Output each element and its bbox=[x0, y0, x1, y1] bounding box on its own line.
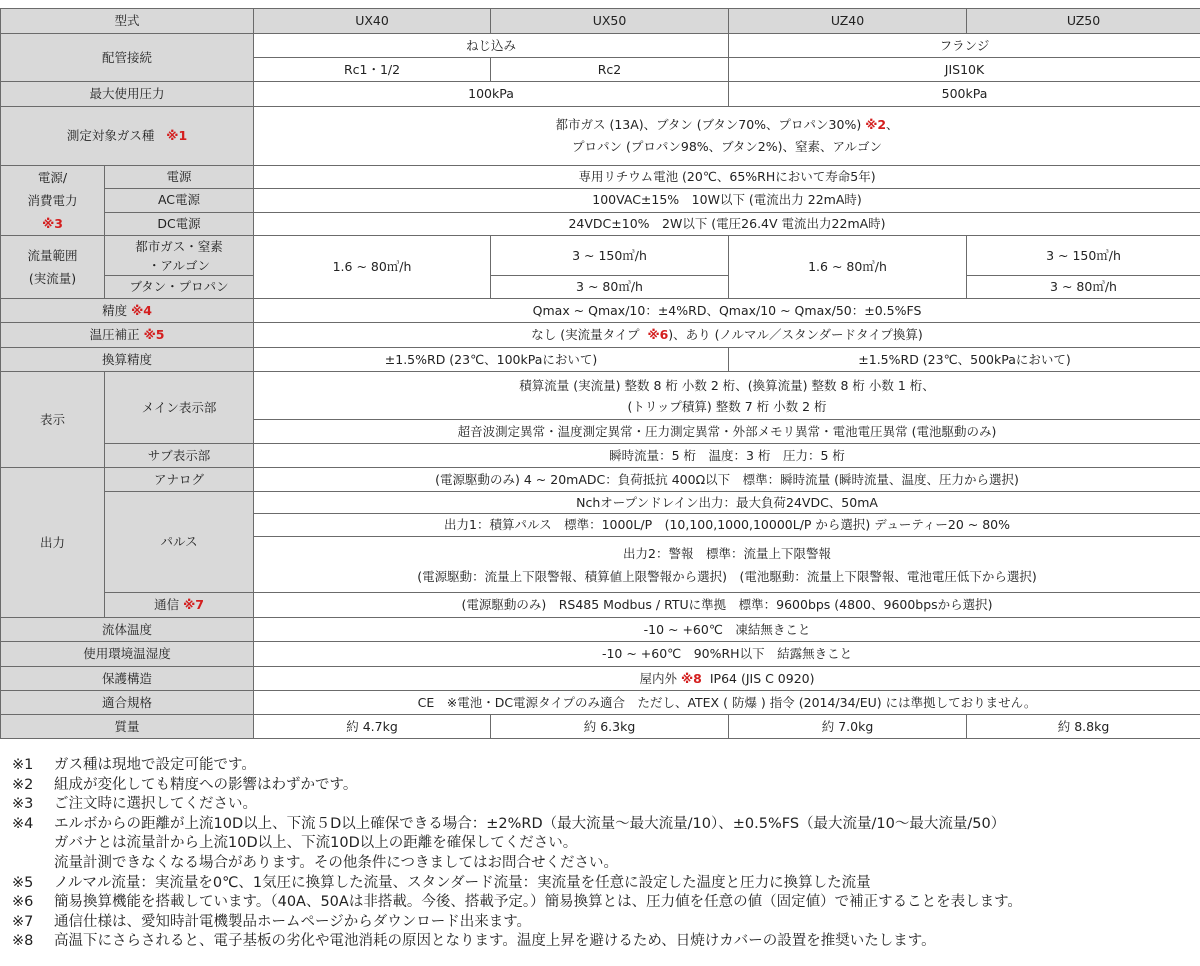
max-pressure-ux: 100kPa bbox=[254, 82, 729, 107]
output-analog-row bbox=[1, 468, 1200, 492]
output-comm-value: (電源駆動のみ) RS485 Modbus / RTUに準拠 標準：9600bps (4800、9600bpsから選択) bbox=[254, 593, 1200, 618]
flow-uz40: 1.6 ~ 80㎥/h bbox=[729, 236, 967, 299]
gas-label: 測定対象ガス種 ※1 bbox=[1, 107, 254, 166]
footnote-text: ご注文時に選択してください。 bbox=[54, 796, 257, 813]
footnote-text: ノルマル流量：実流量を0℃、1気圧に換算した流量、スタンダード流量：実流量を任意に設定した温度と圧力に換算した流量 bbox=[54, 874, 871, 891]
fluid-temp-row bbox=[1, 618, 1200, 642]
model-uz50: UZ50 bbox=[967, 9, 1200, 34]
footnote-mark: ※6 bbox=[12, 894, 34, 911]
flow-uz50-city: 3 ~ 150㎥/h bbox=[967, 236, 1200, 276]
temp-comp-label: 温圧補正 ※5 bbox=[1, 323, 254, 348]
gas-note-mark: ※1 bbox=[166, 128, 188, 143]
footnote-2 bbox=[12, 776, 1022, 796]
gas-butane-note-mark: ※2 bbox=[865, 117, 887, 132]
flow-uz50-butane: 3 ~ 80㎥/h bbox=[967, 276, 1200, 299]
output-analog-value: (電源駆動のみ) 4 ~ 20mADC：負荷抵抗 400Ω以下 標準：瞬時流量 (瞬時流量、温度、圧力から選択) bbox=[254, 468, 1200, 492]
env-label: 使用環境温湿度 bbox=[1, 642, 254, 667]
power-dc-row bbox=[1, 212, 1200, 235]
flow-butane-label: ブタン・プロパン bbox=[105, 276, 254, 299]
mass-ux50: 約 6.3kg bbox=[491, 715, 729, 739]
power-battery-row bbox=[1, 166, 1200, 189]
footnote-text: 高温下にさらされると、電子基板の劣化や電池消耗の原因となります。温度上昇を避けるため、日焼けカバーの設置を推奨いたします。 bbox=[54, 933, 936, 950]
display-sub-value: 瞬時流量：5 桁 温度：3 桁 圧力：5 桁 bbox=[254, 444, 1200, 468]
mass-row bbox=[1, 715, 1200, 739]
model-ux50: UX50 bbox=[491, 9, 729, 34]
gas-value: 都市ガス (13A)、ブタン (ブタン70%、プロパン30%) ※2、 プロパン (プロパン98%、ブタン2%)、窒素、アルゴン bbox=[254, 107, 1200, 166]
output-pulse-label: パルス bbox=[105, 492, 254, 593]
power-note-mark: ※3 bbox=[42, 216, 63, 231]
standards-row bbox=[1, 691, 1200, 715]
power-battery-label: 電源 bbox=[105, 166, 254, 189]
footnote-text: ガス種は現地で設定可能です。 bbox=[54, 757, 256, 773]
flow-city-label: 都市ガス・窒素 ・アルゴン bbox=[105, 236, 254, 276]
display-main-value: 積算流量 (実流量) 整数 8 桁 小数 2 桁、(換算流量) 整数 8 桁 小数 1 桁、 (トリップ積算) 整数 7 桁 小数 2 桁 bbox=[254, 372, 1200, 420]
footnote-text: 流量計測できなくなる場合があります。その他条件につきましてはお問合せください。 bbox=[54, 854, 619, 871]
spec-table bbox=[0, 8, 1200, 739]
flow-ux50-city: 3 ~ 150㎥/h bbox=[491, 236, 729, 276]
piping-type-screw: ねじ込み bbox=[254, 34, 729, 58]
footnote-text: ガバナとは流量計から上流10D以上、下流10D以上の距離を確保してください。 bbox=[54, 835, 578, 852]
max-pressure-uz: 500kPa bbox=[729, 82, 1200, 107]
env-row bbox=[1, 642, 1200, 667]
power-dc-label: DC電源 bbox=[105, 212, 254, 235]
footnote-text: 簡易換算機能を搭載しています。（40A、50Aは非搭載。今後、搭載予定。）簡易換算とは、圧力値を任意の値（固定値）で補正することを表します。 bbox=[54, 894, 1022, 911]
conv-accuracy-label: 換算精度 bbox=[1, 348, 254, 372]
temp-comp-value-note-mark: ※6 bbox=[647, 327, 669, 342]
footnote-7 bbox=[12, 913, 1022, 933]
comm-note-mark: ※7 bbox=[183, 597, 204, 612]
piping-type-flange: フランジ bbox=[729, 34, 1200, 58]
protection-note-mark: ※8 bbox=[681, 670, 702, 686]
footnote-mark: ※5 bbox=[12, 874, 34, 891]
output-analog-label: アナログ bbox=[105, 468, 254, 492]
temp-comp-note-mark: ※5 bbox=[143, 327, 165, 342]
footnote-mark: ※1 bbox=[12, 757, 34, 773]
piping-type-row bbox=[1, 34, 1200, 58]
display-label: 表示 bbox=[1, 372, 105, 468]
power-ac-row bbox=[1, 189, 1200, 212]
footnotes bbox=[12, 756, 1022, 952]
mass-label: 質量 bbox=[1, 715, 254, 739]
output-pulse-alarm-value: 出力2：警報 標準：流量上下限警報 (電源駆動：流量上下限警報、積算値上限警報から選択) (電池駆動：流量上下限警報、電池電圧低下から選択) bbox=[254, 537, 1200, 593]
mass-ux40: 約 4.7kg bbox=[254, 715, 491, 739]
model-uz40: UZ40 bbox=[729, 9, 967, 34]
power-ac-label: AC電源 bbox=[105, 189, 254, 212]
footnote-mark: ※3 bbox=[12, 796, 34, 813]
accuracy-row bbox=[1, 299, 1200, 323]
display-main-error-value: 超音波測定異常・温度測定異常・圧力測定異常・外部メモリ異常・電池電圧異常 (電池駆動のみ) bbox=[254, 420, 1200, 444]
piping-size-ux40: Rc1・1/2 bbox=[254, 58, 491, 82]
accuracy-value: Qmax ~ Qmax/10：±4%RD、Qmax/10 ~ Qmax/50：±0.5%FS bbox=[254, 299, 1200, 323]
footnote-5 bbox=[12, 874, 1022, 894]
flow-label: 流量範囲 (実流量) bbox=[1, 236, 105, 299]
protection-row bbox=[1, 667, 1200, 691]
power-label: 電源/ 消費電力 ※3 bbox=[1, 166, 105, 236]
display-sub-label: サブ表示部 bbox=[105, 444, 254, 468]
output-pulse-line-2: 出力1：積算パルス 標準：1000L/P (10,100,1000,10000L/P から選択) デューティー20 ~ 80% bbox=[254, 514, 1200, 537]
piping-label: 配管接続 bbox=[1, 34, 254, 82]
footnote-6 bbox=[12, 893, 1022, 913]
piping-size-uz: JIS10K bbox=[729, 58, 1200, 82]
conv-accuracy-uz: ±1.5%RD (23℃、500kPaにおいて) bbox=[729, 348, 1200, 372]
footnote-mark: ※8 bbox=[12, 933, 34, 950]
output-label: 出力 bbox=[1, 468, 105, 618]
env-value: -10 ~ +60℃ 90%RH以下 結露無きこと bbox=[254, 642, 1200, 667]
flow-butane-row bbox=[1, 276, 1200, 299]
protection-value: 屋内外 ※8 IP64 (JIS C 0920) bbox=[254, 667, 1200, 691]
model-label: 型式 bbox=[1, 9, 254, 34]
accuracy-label: 精度 ※4 bbox=[1, 299, 254, 323]
output-pulse-row-1 bbox=[1, 492, 1200, 514]
max-pressure-label: 最大使用圧力 bbox=[1, 82, 254, 107]
power-dc-value: 24VDC±10% 2W以下 (電圧26.4V 電流出力22mA時) bbox=[254, 212, 1200, 235]
display-main-label: メイン表示部 bbox=[105, 372, 254, 444]
piping-size-ux50: Rc2 bbox=[491, 58, 729, 82]
model-row bbox=[1, 9, 1200, 34]
flow-ux50-butane: 3 ~ 80㎥/h bbox=[491, 276, 729, 299]
fluid-temp-label: 流体温度 bbox=[1, 618, 254, 642]
output-comm-row bbox=[1, 593, 1200, 618]
model-ux40: UX40 bbox=[254, 9, 491, 34]
footnote-text: 通信仕様は、愛知時計電機製品ホームページからダウンロード出来ます。 bbox=[54, 913, 532, 930]
display-main-row bbox=[1, 372, 1200, 420]
footnote-mark: ※2 bbox=[12, 776, 34, 793]
temp-comp-value: なし (実流量タイプ ※6)、あり (ノルマル／スタンダードタイプ換算) bbox=[254, 323, 1200, 348]
output-pulse-line-1: Nchオープンドレイン出力：最大負荷24VDC、50mA bbox=[254, 492, 1200, 514]
mass-uz40: 約 7.0kg bbox=[729, 715, 967, 739]
flow-city-row bbox=[1, 236, 1200, 276]
mass-uz50: 約 8.8kg bbox=[967, 715, 1200, 739]
footnote-3 bbox=[12, 795, 1022, 815]
footnote-4 bbox=[12, 815, 1022, 874]
footnote-1 bbox=[12, 756, 1022, 776]
output-comm-label: 通信 ※7 bbox=[105, 593, 254, 618]
footnote-text: エルボからの距離が上流10D以上、下流５D以上確保できる場合：±2%RD（最大流量～最大流量/10）、±0.5%FS（最大流量/10～最大流量/50） bbox=[54, 815, 1006, 832]
power-battery-value: 専用リチウム電池 (20℃、65%RHにおいて寿命5年) bbox=[254, 166, 1200, 189]
footnote-text: 組成が変化しても精度への影響はわずかです。 bbox=[54, 776, 358, 793]
display-sub-row bbox=[1, 444, 1200, 468]
conv-accuracy-row bbox=[1, 348, 1200, 372]
footnote-mark: ※7 bbox=[12, 913, 34, 930]
power-ac-value: 100VAC±15% 10W以下 (電流出力 22mA時) bbox=[254, 189, 1200, 212]
gas-row bbox=[1, 107, 1200, 166]
conv-accuracy-ux: ±1.5%RD (23℃、100kPaにおいて) bbox=[254, 348, 729, 372]
standards-label: 適合規格 bbox=[1, 691, 254, 715]
max-pressure-row bbox=[1, 82, 1200, 107]
protection-label: 保護構造 bbox=[1, 667, 254, 691]
footnote-mark: ※4 bbox=[12, 815, 34, 832]
flow-ux40: 1.6 ~ 80㎥/h bbox=[254, 236, 491, 299]
temp-comp-row bbox=[1, 323, 1200, 348]
standards-value: CE ※電池・DC電源タイプのみ適合 ただし、ATEX ( 防爆 ) 指令 (2014/34/EU) には準拠しておりません。 bbox=[254, 691, 1200, 715]
fluid-temp-value: -10 ~ +60℃ 凍結無きこと bbox=[254, 618, 1200, 642]
accuracy-note-mark: ※4 bbox=[131, 302, 152, 318]
footnote-8 bbox=[12, 932, 1022, 952]
